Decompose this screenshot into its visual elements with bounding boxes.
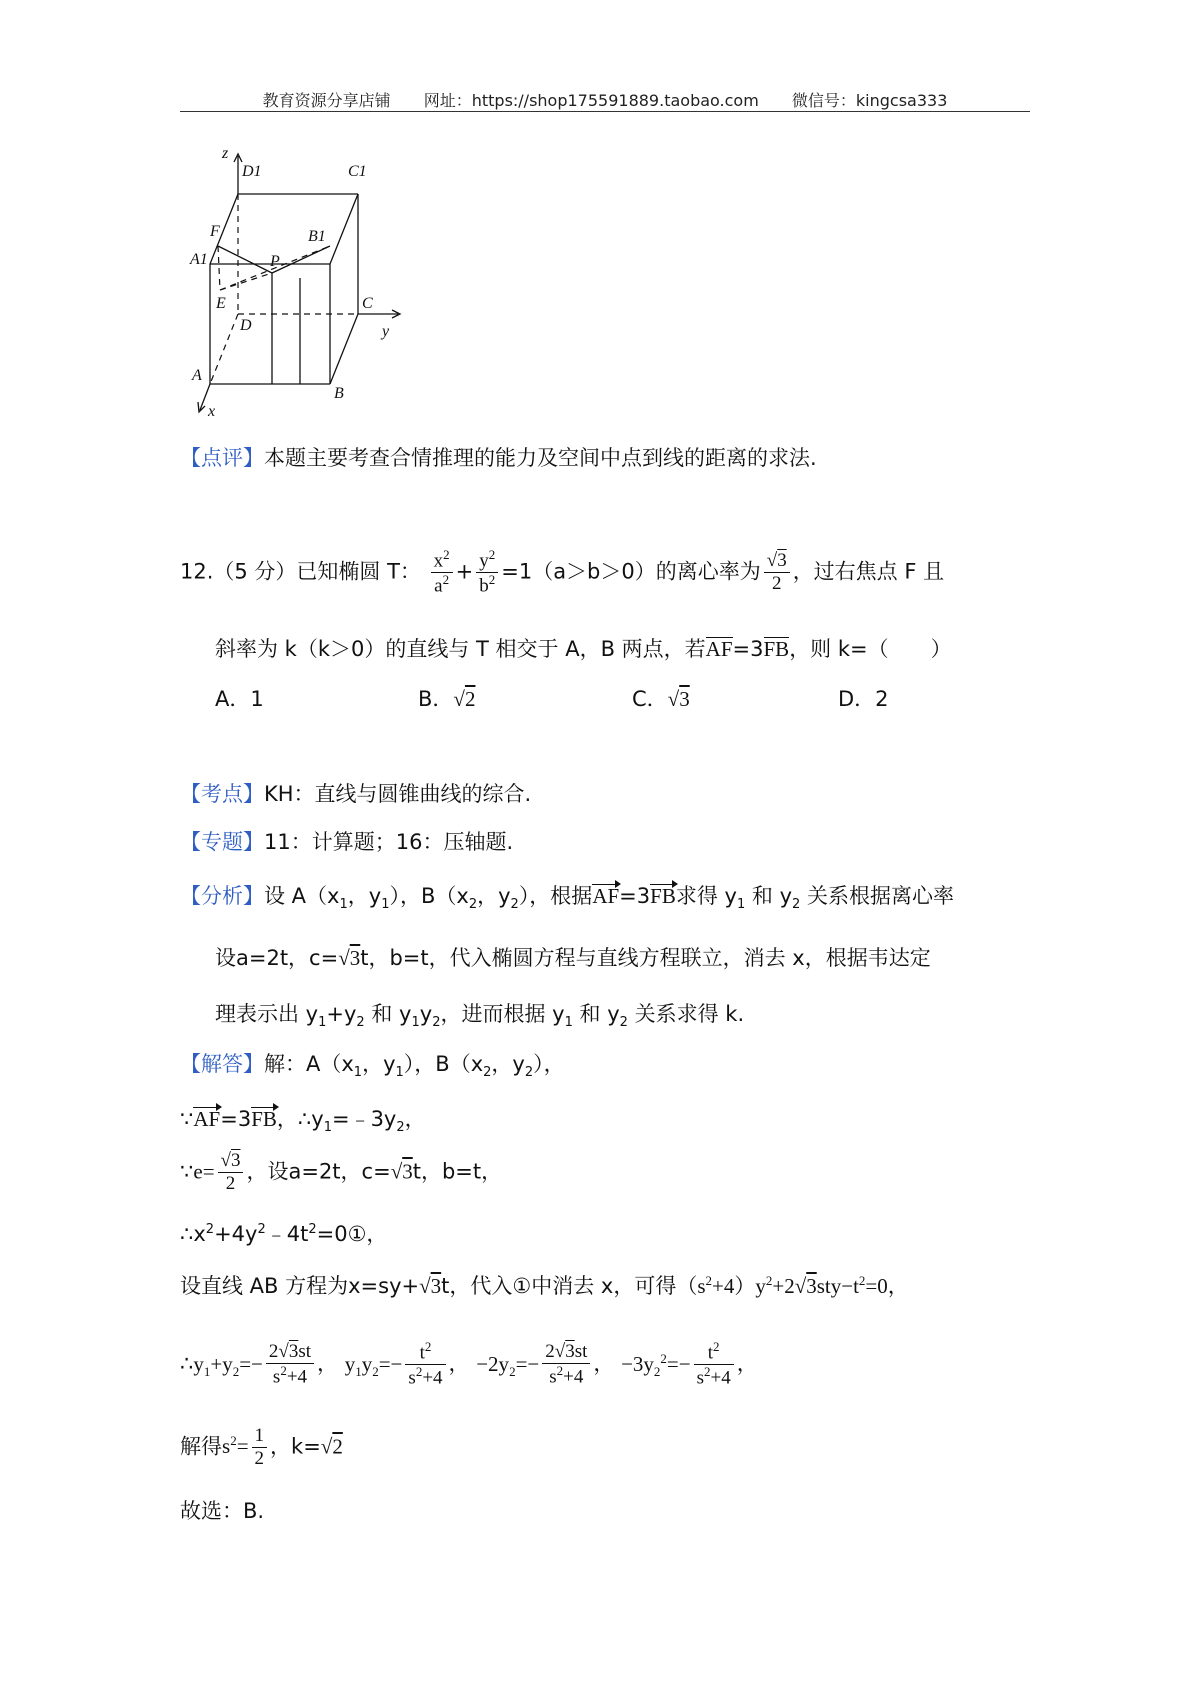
header-url: 网址：https://shop175591889.taobao.com xyxy=(423,91,759,110)
label-x: x xyxy=(208,403,216,420)
fenxi-tag: 【分析】 xyxy=(180,884,264,908)
jieda-line-2: ∵AF=3FB，$\therefore y_1=﹣3y_2$， xyxy=(180,1107,426,1136)
cube-figure xyxy=(180,148,420,423)
jieda-text: =0①， xyxy=(316,1222,388,1246)
review-line xyxy=(180,442,817,472)
label-a: A xyxy=(192,367,202,384)
header-wechat: 微信号：kingcsa333 xyxy=(791,91,948,110)
problem-line-1: 12.（5 分）已知椭圆 T： $\frac{x^2}{a^2}$ + $\frac{y^2}{b^2}$ =1（a＞b＞0）的离心率为 $\frac{√3}{2}$ ，过右焦点 F 且 xyxy=(180,547,945,597)
problem-prefix: 12.（5 分）已知椭圆 T： xyxy=(180,559,421,584)
frac-sqrt3-2: $\frac{√3}{2}$ xyxy=(218,1150,244,1195)
problem-mid: =1（a＞b＞0）的离心率为 xyxy=(501,559,761,584)
option-a[interactable]: A．1 xyxy=(215,687,264,711)
fenxi-text: 和 y xyxy=(572,1002,620,1026)
fenxi-text: ），根据 xyxy=(518,884,593,908)
review-text: 本题主要考查合情推理的能力及空间中点到线的距离的求法. xyxy=(264,446,817,470)
vec-af: AF xyxy=(193,1107,221,1131)
jieda-text: ，k= xyxy=(270,1434,321,1459)
jieda-text: ，y xyxy=(491,1052,525,1076)
jieda-line-4: $\therefore x^2+4y^2﹣4t^2=0①$， xyxy=(180,1222,388,1246)
frac-sum: $\frac{2√3st}{s^2+4}$ xyxy=(266,1341,314,1388)
jieda-text: +4y xyxy=(214,1222,258,1246)
zhuanti-line xyxy=(180,826,513,856)
fenxi-line-2: 设a=2t，c=√3t，b=t，代入椭圆方程与直线方程联立，消去 x，根据韦达定 xyxy=(215,946,931,970)
kaodian-text: KH：直线与圆锥曲线的综合. xyxy=(264,782,532,806)
label-c: C xyxy=(362,295,373,312)
jieda-line-3: ∵e= $\frac{√3}{2}$ ，设a=2t，c=√3t，b=t， xyxy=(180,1150,503,1194)
jieda-text: ），B（x xyxy=(403,1052,484,1076)
vec-fb: FB xyxy=(251,1107,277,1131)
zhuanti-tag: 【专题】 xyxy=(180,830,264,854)
fenxi-text: 关系根据离心率 xyxy=(800,884,954,908)
label-e: E xyxy=(216,295,226,312)
fenxi-text: 求得 y xyxy=(675,884,737,908)
fenxi-text: 设a=2t，c= xyxy=(215,946,339,970)
label-c1: C1 xyxy=(348,163,367,180)
jieda-text: t，代入①中消去 x，可得 xyxy=(441,1274,677,1298)
frac-y2-b2: $\frac{y^2}{b^2}$ xyxy=(476,548,498,597)
because-symbol: ∵ xyxy=(180,1159,194,1184)
problem-line2-b: ，则 k=（ ） xyxy=(789,637,952,661)
fenxi-text: 理表示出 y xyxy=(215,1002,319,1026)
fenxi-text: 关系求得 k. xyxy=(627,1002,745,1026)
problem-line-2: 斜率为 k（k＞0）的直线与 T 相交于 A，B 两点，若AF=3FB，则 k=（ ） xyxy=(215,637,952,661)
label-p: P xyxy=(270,253,280,270)
jieda-line-5: 设直线 AB 方程为x=sy+√3t，代入①中消去 x，可得$(s^2+4)y^2+2√3sty-t^2=0$， xyxy=(180,1273,909,1298)
fenxi-text: ，进而根据 y xyxy=(440,1002,565,1026)
jieda-text: ，y xyxy=(362,1052,396,1076)
kaodian-tag: 【考点】 xyxy=(180,782,264,806)
zhuanti-text: 11：计算题；16：压轴题. xyxy=(264,830,514,854)
jieda-text: ，设a=2t，c= xyxy=(246,1159,391,1184)
label-d: D xyxy=(240,317,252,334)
fenxi-text: 和 y xyxy=(364,1002,412,1026)
jieda-line-8 xyxy=(180,1495,264,1525)
vec-af: AF xyxy=(592,884,620,908)
review-tag: 【点评】 xyxy=(180,446,264,470)
vec-af: AF xyxy=(705,637,733,661)
fenxi-text: 设 A（x xyxy=(264,884,340,908)
fenxi-line-3: 理表示出 $y_1+y_2$ 和 $y_1y_2$，进而根据 $y_1$ 和 $y_2$ 关系求得 k. xyxy=(215,1002,745,1031)
vec-fb: FB xyxy=(650,884,676,908)
vec-fb: FB xyxy=(763,637,790,661)
frac-neg3y2: $\frac{t^2}{s^2+4}$ xyxy=(694,1340,734,1389)
jieda-text: t，b=t， xyxy=(412,1159,503,1184)
jieda-line-1: 【解答】解：$A(x_1$，$y_1$），$B(x_2$，$y_2$）， xyxy=(180,1052,565,1081)
fenxi-text: 和 y xyxy=(745,884,792,908)
label-y: y xyxy=(382,323,390,340)
fenxi-text: t，b=t，代入椭圆方程与直线方程联立，消去 x，根据韦达定 xyxy=(360,946,931,970)
header-shop: 教育资源分享店铺 xyxy=(262,91,391,110)
problem-line2-a: 斜率为 k（k＞0）的直线与 T 相交于 A，B 两点，若 xyxy=(215,637,706,661)
label-b: B xyxy=(334,385,344,402)
jieda-text: ，∴y xyxy=(276,1107,324,1131)
fenxi-line-1: 【分析】设 $A(x_1$，$y_1$），$B(x_2$，$y_2$），根据AF=3FB求得 $y_1$ 和 $y_2$ 关系根据离心率 xyxy=(180,884,954,913)
jieda-text: 解得 xyxy=(180,1434,222,1459)
label-d1: D1 xyxy=(242,163,262,180)
jieda-text: 设直线 AB 方程为x=sy+ xyxy=(180,1274,420,1298)
kaodian-line xyxy=(180,778,531,808)
label-z: z xyxy=(222,148,229,162)
label-f: F xyxy=(210,223,220,240)
jieda-line-6: $\therefore y_1+y_2=-$ $\frac{2√3st}{s^2+4}$ ， $y_1y_2=-$ $\frac{t^2}{s^2+4}$ ， $-2y_2=-$ $\frac{2√3st}{s^2+4}$ ， $-3y_2^2=-$ $\frac{t^2}{s^2+4}$ ， xyxy=(180,1339,758,1389)
option-c-label: C． xyxy=(632,687,668,711)
option-c[interactable]: C．√3 xyxy=(632,687,690,711)
frac-half: $\frac{1}{2}$ xyxy=(252,1425,268,1470)
option-b-label: B． xyxy=(418,687,454,711)
jieda-tag: 【解答】 xyxy=(180,1052,264,1076)
option-d[interactable]: D．2 xyxy=(838,687,889,711)
jieda-text: ∴x xyxy=(180,1222,206,1246)
frac-sqrt3-2: $\frac{√3}{2}$ xyxy=(764,550,790,595)
frac-product: $\frac{t^2}{s^2+4}$ xyxy=(405,1340,445,1389)
label-a1: A1 xyxy=(190,251,208,268)
fenxi-text: ），B（x xyxy=(389,884,469,908)
header-rule xyxy=(180,111,1030,112)
problem-suffix: ，过右焦点 F 且 xyxy=(792,559,945,584)
fenxi-text: ，y xyxy=(477,884,511,908)
option-b[interactable]: B．√2 xyxy=(418,687,476,711)
fenxi-text: ，y xyxy=(347,884,382,908)
fenxi-text: +y xyxy=(326,1002,357,1026)
label-b1: B1 xyxy=(308,228,326,245)
jieda-text: =﹣3y xyxy=(331,1107,397,1131)
because-symbol: ∵ xyxy=(180,1107,194,1131)
frac-x2-a2: $\frac{x^2}{a^2}$ xyxy=(431,548,453,597)
jieda-text: ﹣4t xyxy=(265,1222,309,1246)
answer-text: 故选：B. xyxy=(180,1499,265,1523)
jieda-text: 解：A（x xyxy=(264,1052,354,1076)
jieda-line-7: 解得$s^2=$ $\frac{1}{2}$ ，k=√2 xyxy=(180,1425,343,1469)
frac-neg2y2: $\frac{2√3st}{s^2+4}$ xyxy=(542,1341,590,1388)
page-header xyxy=(180,88,1030,111)
fenxi-text: y xyxy=(419,1002,433,1026)
